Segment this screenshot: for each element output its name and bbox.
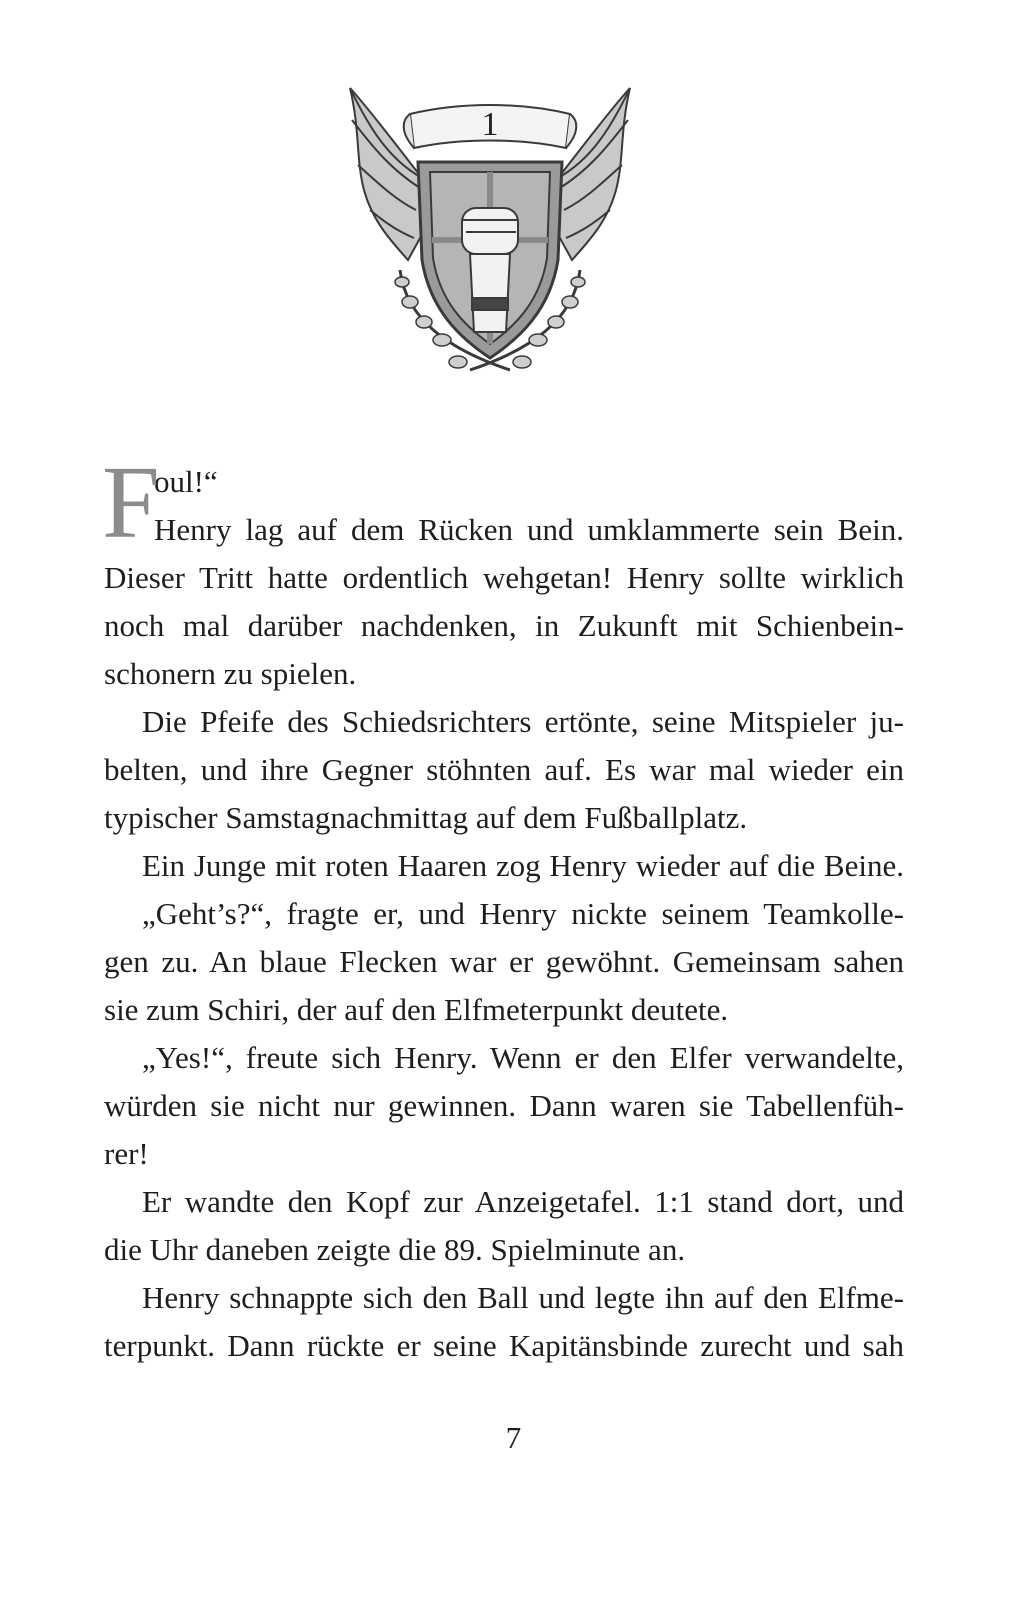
- text-line: würden sie nicht nur gewinnen. Dann waren sie Tabellenfüh-: [104, 1088, 904, 1123]
- text-line: rer!: [104, 1136, 149, 1171]
- text-line: sie zum Schiri, der auf den Elfmeterpunkt deutete.: [104, 992, 729, 1027]
- text-line: Die Pfeife des Schiedsrichters ertönte, seine Mitspieler ju-: [142, 704, 904, 739]
- text-line: Dieser Tritt hatte ordentlich wehgetan! Henry sollte wirklich: [104, 560, 904, 595]
- text-line: die Uhr daneben zeigte die 89. Spielminute an.: [104, 1232, 686, 1267]
- page-number: 7: [505, 1420, 522, 1455]
- drop-cap: F: [102, 445, 160, 560]
- text-line: „Geht’s?“, fragte er, und Henry nickte seinem Teamkolle-: [142, 896, 904, 931]
- text-line: gen zu. An blaue Flecken war er gewöhnt. Gemeinsam sahen: [104, 944, 904, 979]
- text-line: noch mal darüber nachdenken, in Zukunft mit Schienbein-: [104, 608, 904, 643]
- first-line-text: oul!“: [154, 464, 218, 499]
- text-line: Henry lag auf dem Rücken und umklammerte sein Bein.: [154, 512, 904, 547]
- text-line: schonern zu spielen.: [104, 656, 357, 691]
- text-line: Er wandte den Kopf zur Anzeigetafel. 1:1 stand dort, und: [142, 1184, 904, 1219]
- text-line: Henry schnappte sich den Ball und legte ihn auf den Elfme-: [142, 1280, 904, 1315]
- chapter-number: 1: [481, 106, 499, 143]
- text-line: belten, und ihre Gegner stöhnten auf. Es war mal wieder ein: [104, 752, 904, 787]
- text-line: terpunkt. Dann rückte er seine Kapitänsbinde zurecht und sah: [104, 1328, 904, 1363]
- text-line: „Yes!“, freute sich Henry. Wenn er den Elfer verwandelte,: [142, 1040, 904, 1075]
- text-line: typischer Samstagnachmittag auf dem Fußballplatz.: [104, 800, 748, 835]
- chapter-body-text: [102, 445, 904, 1370]
- text-line: Ein Junge mit roten Haaren zog Henry wieder auf die Beine.: [142, 848, 904, 883]
